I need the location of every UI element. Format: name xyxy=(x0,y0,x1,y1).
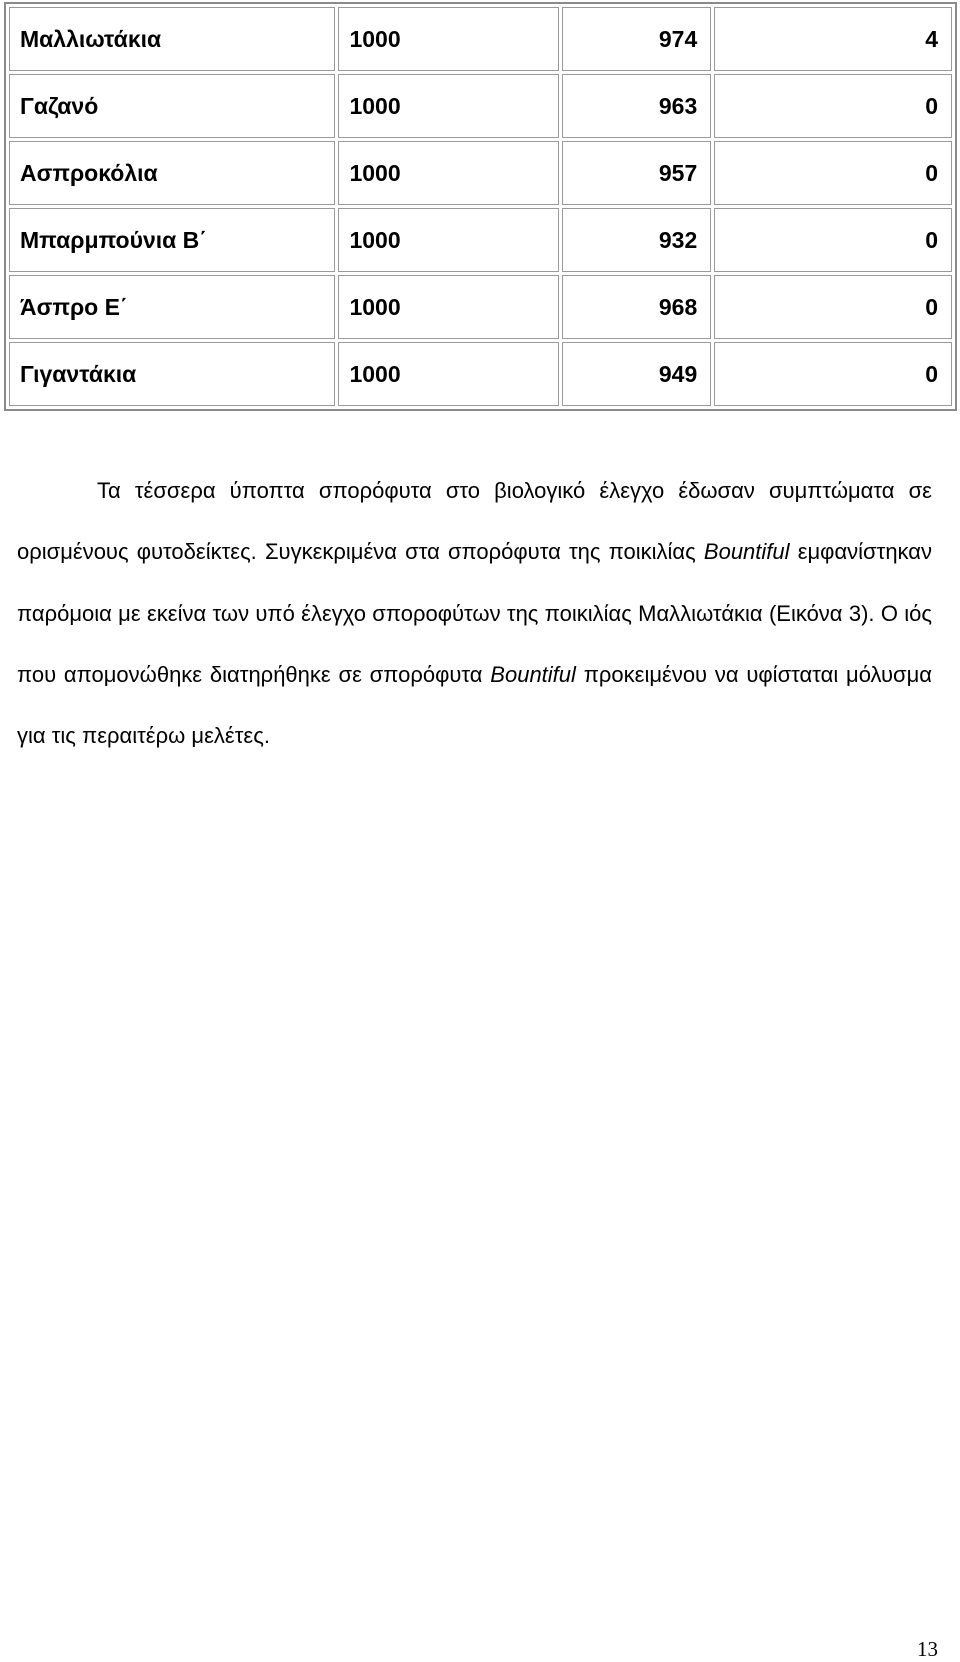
variety-cell: Γαζανό xyxy=(9,74,335,138)
paragraph-text: εμφανίστηκαν παρόμοια με εκείνα των υπό έλεγχο σποροφύτων της ποικιλίας Μαλλιωτάκια (Εικόνα 3). Ο ιός που απομονώθηκε διατηρήθηκε σε σπορόφυτα xyxy=(17,539,932,687)
value-cell: 1000 xyxy=(338,141,559,205)
variety-name-italic: Bountiful xyxy=(490,661,576,687)
table-row xyxy=(9,208,952,272)
paragraph-text: Τα τέσσερα ύποπτα σπορόφυτα στο βιολογικό έλεγχο έδωσαν συμπτώματα σε ορισμένους φυτοδείκτες. Συγκεκριμένα στα σπορόφυτα της ποικιλίας xyxy=(17,478,932,565)
table-row xyxy=(9,141,952,205)
value-cell: 1000 xyxy=(338,208,559,272)
variety-cell: Μαλλιωτάκια xyxy=(9,7,335,71)
value-cell: 949 xyxy=(562,342,711,406)
value-cell: 968 xyxy=(562,275,711,339)
table-row xyxy=(9,74,952,138)
value-cell: 0 xyxy=(714,275,952,339)
table-row xyxy=(9,7,952,71)
value-cell: 0 xyxy=(714,208,952,272)
value-cell: 932 xyxy=(562,208,711,272)
variety-cell: Γιγαντάκια xyxy=(9,342,335,406)
value-cell: 1000 xyxy=(338,74,559,138)
page-number: 13 xyxy=(917,1637,938,1661)
paragraph-text: προκειμένου να υφίσταται μόλυσμα για τις περαιτέρω μελέτες. xyxy=(17,661,932,749)
table-row xyxy=(9,275,952,339)
variety-cell: Άσπρο Ε΄ xyxy=(9,275,335,339)
value-cell: 4 xyxy=(714,7,952,71)
value-cell: 1000 xyxy=(338,342,559,406)
results-table xyxy=(4,2,957,411)
value-cell: 0 xyxy=(714,141,952,205)
value-cell: 1000 xyxy=(338,275,559,339)
table-row xyxy=(9,342,952,406)
value-cell: 0 xyxy=(714,342,952,406)
value-cell: 963 xyxy=(562,74,711,138)
body-paragraph xyxy=(17,460,932,766)
variety-name-italic: Bountiful xyxy=(703,539,790,565)
value-cell: 1000 xyxy=(338,7,559,71)
value-cell: 974 xyxy=(562,7,711,71)
variety-cell: Ασπροκόλια xyxy=(9,141,335,205)
value-cell: 0 xyxy=(714,74,952,138)
value-cell: 957 xyxy=(562,141,711,205)
variety-cell: Μπαρμπούνια Β΄ xyxy=(9,208,335,272)
